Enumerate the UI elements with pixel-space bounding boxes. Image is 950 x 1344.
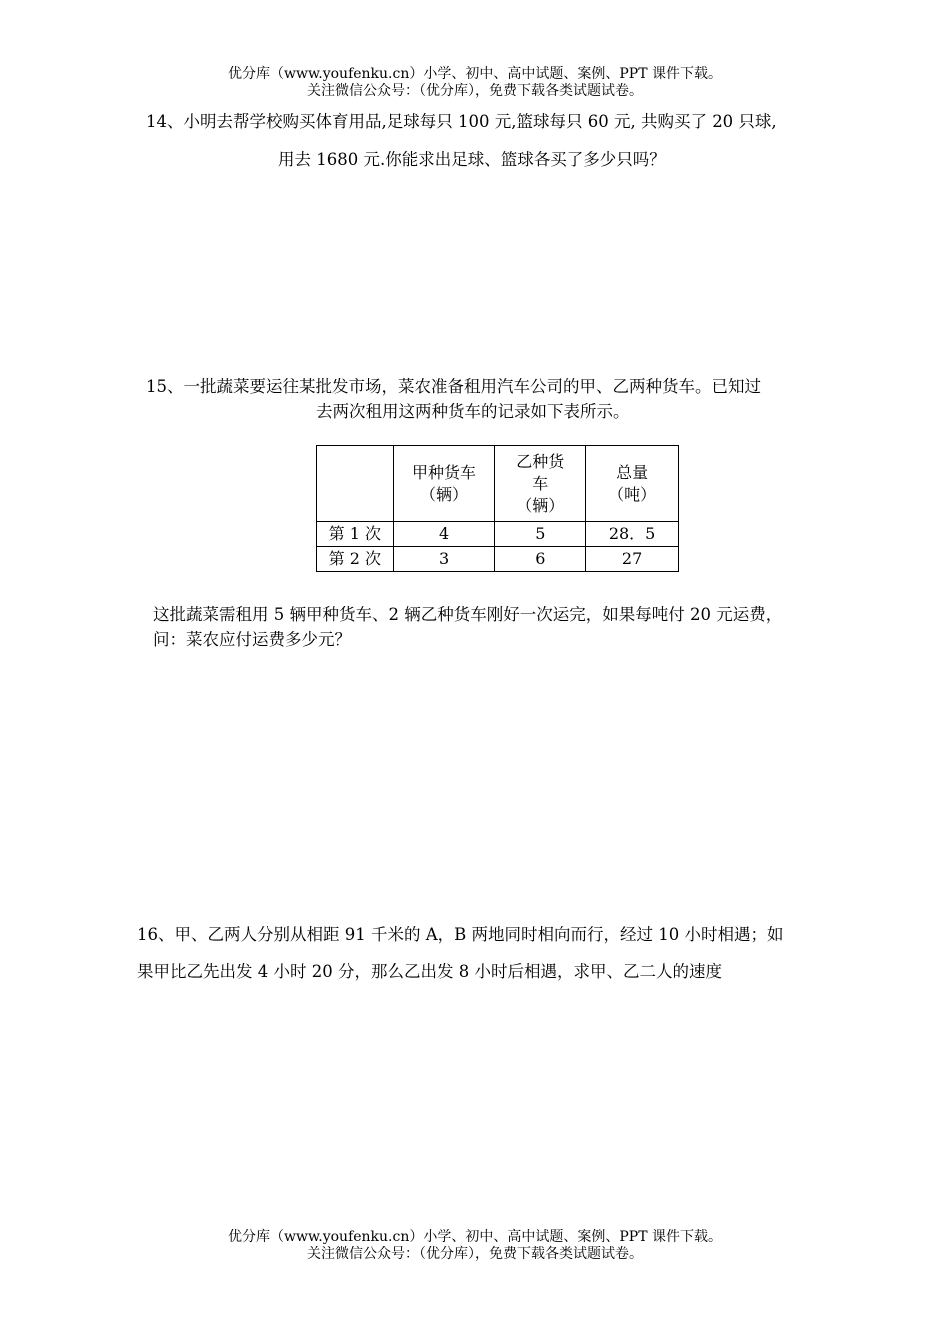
table-header-total: 总量 （吨） bbox=[586, 446, 679, 522]
q14-line-1: 14、小明去帮学校购买体育用品,足球每只 100 元,篮球每只 60 元, 共购买了 20 只球, bbox=[146, 112, 777, 131]
table-cell: 27 bbox=[586, 547, 679, 572]
q15-line-4: 问：菜农应付运费多少元？ bbox=[153, 630, 351, 649]
q16-line-2: 果甲比乙先出发 4 小时 20 分，那么乙出发 8 小时后相遇，求甲、乙二人的速度 bbox=[137, 962, 722, 981]
table-header-truck-b: 乙种货 车 （辆） bbox=[495, 446, 586, 522]
q15-line-3: 这批蔬菜需租用 5 辆甲种货车、2 辆乙种货车刚好一次运完，如果每吨付 20 元运费， bbox=[153, 605, 783, 624]
table-cell: 5 bbox=[495, 522, 586, 547]
header-line-1: 优分库（www.youfenku.cn）小学、初中、高中试题、案例、PPT 课件下载。 bbox=[227, 66, 722, 82]
table-row bbox=[317, 522, 679, 547]
table-cell: 28．5 bbox=[586, 522, 679, 547]
truck-record-table bbox=[316, 445, 679, 572]
table-cell: 3 bbox=[393, 547, 495, 572]
table-header-blank bbox=[317, 446, 394, 522]
q16-line-1: 16、甲、乙两人分别从相距 91 千米的 A，B 两地同时相向而行，经过 10 小时相遇；如 bbox=[137, 925, 784, 944]
q14-line-2: 用去 1680 元.你能求出足球、篮球各买了多少只吗？ bbox=[278, 150, 666, 169]
table-cell: 第 1 次 bbox=[317, 522, 394, 547]
table-cell: 6 bbox=[495, 547, 586, 572]
q15-line-1: 15、一批蔬菜要运往某批发市场，菜农准备租用汽车公司的甲、乙两种货车。已知过 bbox=[146, 377, 761, 396]
header-line-2: 关注微信公众号：（优分库），免费下载各类试题试卷。 bbox=[307, 83, 643, 99]
table-header-truck-a: 甲种货车 （辆） bbox=[393, 446, 495, 522]
table-cell: 第 2 次 bbox=[317, 547, 394, 572]
footer-line-1: 优分库（www.youfenku.cn）小学、初中、高中试题、案例、PPT 课件下载。 bbox=[227, 1229, 722, 1245]
footer-line-2: 关注微信公众号：（优分库），免费下载各类试题试卷。 bbox=[307, 1246, 643, 1262]
table-header-row bbox=[317, 446, 679, 522]
q15-line-2: 去两次租用这两种货车的记录如下表所示。 bbox=[316, 402, 630, 421]
table-cell: 4 bbox=[393, 522, 495, 547]
table-row bbox=[317, 547, 679, 572]
